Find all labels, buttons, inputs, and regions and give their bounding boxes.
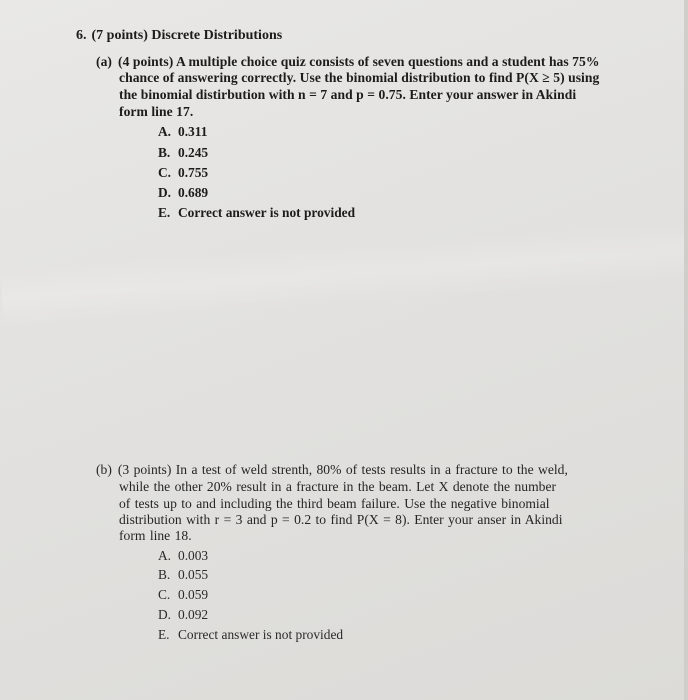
option-letter: D. — [158, 185, 172, 200]
option-letter: E. — [158, 627, 170, 642]
part-a-option-c — [158, 165, 208, 181]
part-a-text-1: (4 points) A multiple choice quiz consists of seven questions and a student has 75% — [118, 54, 600, 69]
option-text: 0.003 — [178, 548, 209, 563]
question-title: (7 points) Discrete Distributions — [91, 28, 283, 43]
option-text: 0.092 — [178, 607, 209, 622]
part-a-line-4: form line 17. — [119, 104, 194, 119]
part-a-option-e — [158, 205, 355, 221]
question-number: 6. — [76, 28, 87, 43]
part-b-option-c — [158, 587, 208, 603]
part-b-line-4: distribution with r = 3 and p = 0.2 to find P(X = 8). Enter your anser in Akindi — [119, 512, 563, 527]
part-b-line-5: form line 18. — [119, 528, 192, 543]
option-letter: A. — [158, 548, 172, 563]
option-text: Correct answer is not provided — [178, 205, 356, 220]
option-text: 0.755 — [178, 165, 209, 180]
option-text: 0.055 — [178, 567, 209, 582]
option-letter: D. — [158, 607, 172, 622]
option-letter: B. — [158, 145, 171, 160]
part-b-text-1: (3 points) In a test of weld strenth, 80% of tests results in a fracture to the weld, — [117, 462, 568, 477]
option-text: 0.311 — [178, 124, 208, 139]
part-a-label: (a) — [96, 54, 113, 69]
part-b-label: (b) — [96, 462, 112, 477]
option-letter: C. — [158, 587, 171, 602]
option-letter: E. — [158, 205, 171, 220]
part-b-option-a — [158, 548, 208, 564]
option-letter: B. — [158, 567, 171, 582]
option-letter: A. — [158, 124, 172, 139]
option-text: 0.059 — [178, 587, 209, 602]
option-text: Correct answer is not provided — [178, 627, 344, 642]
paper-edge — [684, 0, 688, 700]
part-a-line-3: the binomial distirbution with n = 7 and p = 0.75. Enter your answer in Akindi — [119, 87, 577, 102]
part-a-option-d — [158, 185, 208, 201]
part-a-line-2: chance of answering correctly. Use the binomial distribution to find P(X ≥ 5) using — [119, 70, 600, 85]
option-letter: C. — [158, 165, 172, 180]
paper-glare — [0, 220, 688, 328]
part-a-option-b — [158, 145, 208, 161]
part-b-line-3: of tests up to and including the third beam failure. Use the negative binomial — [119, 496, 550, 511]
option-text: 0.689 — [178, 185, 209, 200]
part-b-line-2: while the other 20% result in a fracture in the beam. Let X denote the number — [119, 479, 557, 494]
part-a-line-1 — [96, 54, 600, 70]
option-text: 0.245 — [178, 145, 209, 160]
question-heading — [76, 28, 282, 44]
part-b-option-b — [158, 567, 208, 583]
part-b-option-e — [158, 627, 343, 643]
part-b-line-1 — [96, 462, 568, 478]
part-a-option-a — [158, 124, 207, 140]
part-b-option-d — [158, 607, 208, 623]
